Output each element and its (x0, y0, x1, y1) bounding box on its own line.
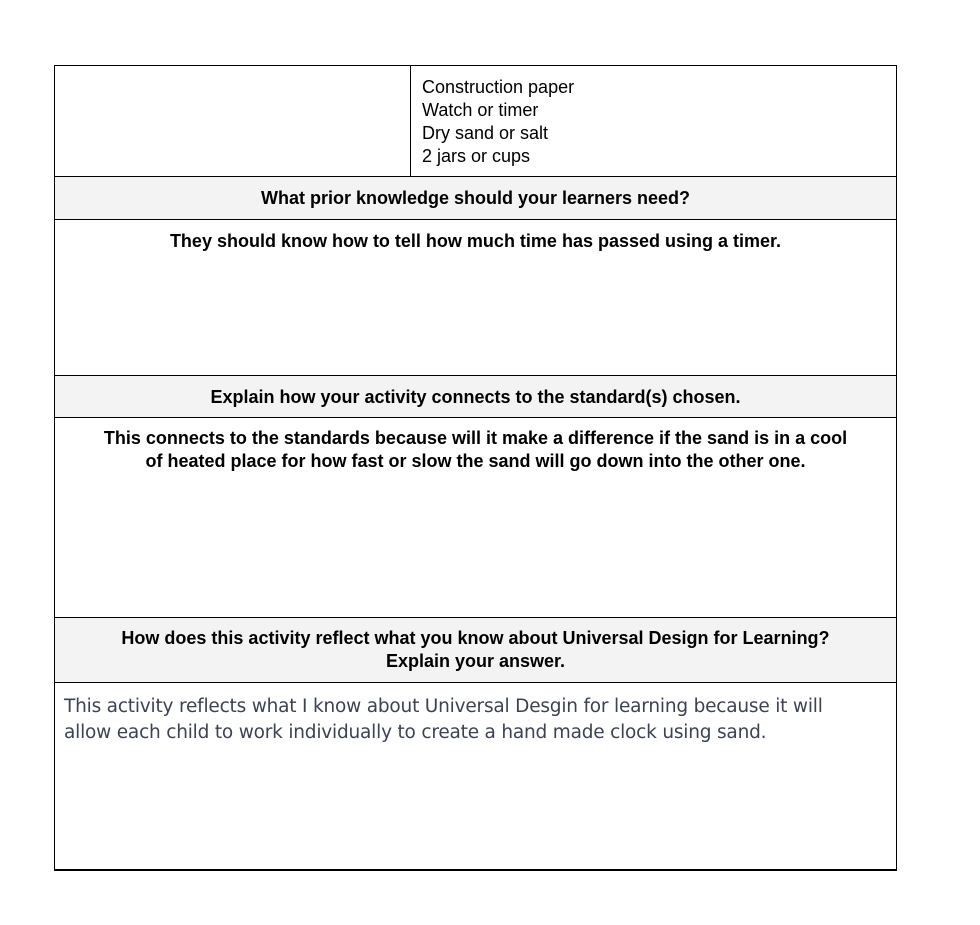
udl-answer (55, 683, 896, 746)
standards-answer-row (55, 418, 896, 618)
materials-row (55, 66, 896, 177)
lesson-plan-table (54, 65, 897, 871)
materials-list (422, 76, 896, 168)
material-item: Dry sand or salt (422, 123, 549, 143)
prior-knowledge-heading: What prior knowledge should your learners need? (260, 188, 691, 208)
udl-heading (55, 618, 896, 673)
udl-answer-line: allow each child to work individually to create a hand made clock using sand. (64, 722, 767, 743)
udl-answer-line: This activity reflects what I know about Universal Desgin for learning because it will (64, 696, 823, 717)
material-item: Watch or timer (422, 100, 539, 120)
standards-answer-line: of heated place for how fast or slow the sand will go down into the other one. (145, 451, 806, 471)
standards-header-row (55, 376, 896, 418)
materials-cell (411, 66, 896, 176)
prior-knowledge-answer: They should know how to tell how much time has passed using a timer. (169, 231, 782, 251)
udl-header-row (55, 618, 896, 683)
materials-label-cell (55, 66, 411, 176)
prior-knowledge-header-row (55, 177, 896, 220)
udl-answer-row (55, 683, 896, 870)
udl-heading-line: Explain your answer. (385, 651, 566, 671)
prior-knowledge-answer-row (55, 220, 896, 376)
udl-heading-line: How does this activity reflect what you know about Universal Design for Learning? (121, 628, 830, 648)
material-item: 2 jars or cups (422, 146, 531, 166)
standards-answer-line: This connects to the standards because will it make a difference if the sand is in a cool (103, 428, 848, 448)
standards-heading: Explain how your activity connects to the standard(s) chosen. (210, 387, 741, 407)
material-item: Construction paper (422, 77, 575, 97)
standards-answer (55, 418, 896, 473)
